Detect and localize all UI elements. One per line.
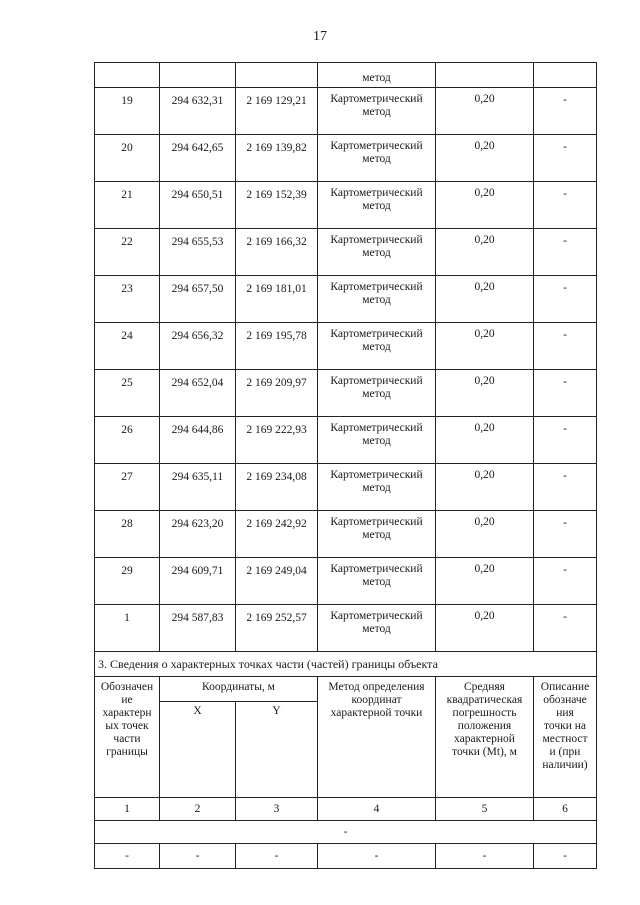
- point-number: 25: [95, 370, 160, 417]
- error-cell: 0,20: [436, 370, 534, 417]
- x-coordinate: 294 650,51: [160, 182, 236, 229]
- header-description: Описание обозначе ния точки на местност и (при наличии): [534, 677, 597, 798]
- column-number: 6: [534, 798, 597, 821]
- error-cell: 0,20: [436, 464, 534, 511]
- point-number: 20: [95, 135, 160, 182]
- header-coordinates: Координаты, м: [160, 677, 318, 702]
- header-row: [95, 677, 597, 702]
- error-cell: 0,20: [436, 135, 534, 182]
- point-number: 28: [95, 511, 160, 558]
- y-coordinate: 2 169 252,57: [236, 605, 318, 652]
- x-coordinate: 294 652,04: [160, 370, 236, 417]
- section-title: 3. Сведения о характерных точках части (частей) границы объекта: [95, 652, 597, 677]
- error-cell: 0,20: [436, 88, 534, 135]
- method-cell: Картометрический метод: [318, 135, 436, 182]
- method-cell: Картометрический метод: [318, 417, 436, 464]
- x-coordinate: 294 655,53: [160, 229, 236, 276]
- point-number: 29: [95, 558, 160, 605]
- table-row: [95, 229, 597, 276]
- method-cell: Картометрический метод: [318, 511, 436, 558]
- x-coordinate: 294 632,31: [160, 88, 236, 135]
- table-row: [95, 417, 597, 464]
- y-coordinate: 2 169 181,01: [236, 276, 318, 323]
- description-cell: -: [534, 88, 597, 135]
- description-cell: -: [534, 229, 597, 276]
- point-number: 19: [95, 88, 160, 135]
- dash-cell: -: [236, 844, 318, 869]
- header-designation: Обозначен ие характерн ых точек части границы: [95, 677, 160, 798]
- description-cell: -: [534, 276, 597, 323]
- x-coordinate: 294 623,20: [160, 511, 236, 558]
- error-cell: 0,20: [436, 417, 534, 464]
- method-cell: Картометрический метод: [318, 370, 436, 417]
- error-cell: 0,20: [436, 558, 534, 605]
- point-number: 1: [95, 605, 160, 652]
- description-cell: -: [534, 417, 597, 464]
- column-number: 4: [318, 798, 436, 821]
- section-title-row: [95, 652, 597, 677]
- table-row: [95, 276, 597, 323]
- description-cell: -: [534, 464, 597, 511]
- y-coordinate: 2 169 152,39: [236, 182, 318, 229]
- method-cell: Картометрический метод: [318, 605, 436, 652]
- y-coordinate: 2 169 209,97: [236, 370, 318, 417]
- page-number: 17: [313, 29, 327, 44]
- method-cell: метод: [318, 63, 436, 88]
- description-cell: -: [534, 605, 597, 652]
- y-coordinate: 2 169 234,08: [236, 464, 318, 511]
- y-coordinate: 2 169 195,78: [236, 323, 318, 370]
- continuation-row: [95, 63, 597, 88]
- table-row: [95, 844, 597, 869]
- error-cell: 0,20: [436, 511, 534, 558]
- dash-cell: -: [318, 844, 436, 869]
- method-cell: Картометрический метод: [318, 182, 436, 229]
- table-row: [95, 182, 597, 229]
- description-cell: -: [534, 511, 597, 558]
- y-coordinate: 2 169 139,82: [236, 135, 318, 182]
- point-number: 24: [95, 323, 160, 370]
- x-coordinate: 294 644,86: [160, 417, 236, 464]
- column-number: 3: [236, 798, 318, 821]
- column-number: 5: [436, 798, 534, 821]
- point-number: 23: [95, 276, 160, 323]
- description-cell: -: [534, 558, 597, 605]
- column-number: 1: [95, 798, 160, 821]
- y-coordinate: 2 169 249,04: [236, 558, 318, 605]
- table-row: [95, 370, 597, 417]
- x-coordinate: 294 656,32: [160, 323, 236, 370]
- description-cell: -: [534, 370, 597, 417]
- method-cell: Картометрический метод: [318, 558, 436, 605]
- y-coordinate: 2 169 242,92: [236, 511, 318, 558]
- error-cell: 0,20: [436, 605, 534, 652]
- dash-cell: -: [436, 844, 534, 869]
- x-coordinate: 294 587,83: [160, 605, 236, 652]
- error-cell: 0,20: [436, 229, 534, 276]
- header-error: Средняя квадратическая погрешность положения характерной точки (Mt), м: [436, 677, 534, 798]
- method-cell: Картометрический метод: [318, 88, 436, 135]
- method-cell: Картометрический метод: [318, 464, 436, 511]
- point-number: 21: [95, 182, 160, 229]
- point-number: 22: [95, 229, 160, 276]
- table-row: [95, 558, 597, 605]
- dash-cell: -: [160, 844, 236, 869]
- x-coordinate: 294 657,50: [160, 276, 236, 323]
- dash-cell: -: [534, 844, 597, 869]
- table-row: [95, 135, 597, 182]
- error-cell: 0,20: [436, 182, 534, 229]
- table-row: [95, 88, 597, 135]
- empty-row: [95, 821, 597, 844]
- coordinates-table: [94, 62, 597, 869]
- y-coordinate: 2 169 166,32: [236, 229, 318, 276]
- header-method: Метод определения координат характерной точки: [318, 677, 436, 798]
- table-row: [95, 464, 597, 511]
- method-cell: Картометрический метод: [318, 276, 436, 323]
- table-row: [95, 323, 597, 370]
- description-cell: -: [534, 323, 597, 370]
- error-cell: 0,20: [436, 323, 534, 370]
- column-numbers-row: [95, 798, 597, 821]
- header-x: X: [160, 702, 236, 798]
- x-coordinate: 294 635,11: [160, 464, 236, 511]
- x-coordinate: 294 642,65: [160, 135, 236, 182]
- point-number: 26: [95, 417, 160, 464]
- y-coordinate: 2 169 129,21: [236, 88, 318, 135]
- table-row: [95, 511, 597, 558]
- table-row: [95, 605, 597, 652]
- method-cell: Картометрический метод: [318, 229, 436, 276]
- error-cell: 0,20: [436, 276, 534, 323]
- method-cell: Картометрический метод: [318, 323, 436, 370]
- column-number: 2: [160, 798, 236, 821]
- point-number: 27: [95, 464, 160, 511]
- description-cell: -: [534, 135, 597, 182]
- x-coordinate: 294 609,71: [160, 558, 236, 605]
- y-coordinate: 2 169 222,93: [236, 417, 318, 464]
- empty-cell: -: [95, 821, 597, 844]
- header-y: Y: [236, 702, 318, 798]
- dash-cell: -: [95, 844, 160, 869]
- description-cell: -: [534, 182, 597, 229]
